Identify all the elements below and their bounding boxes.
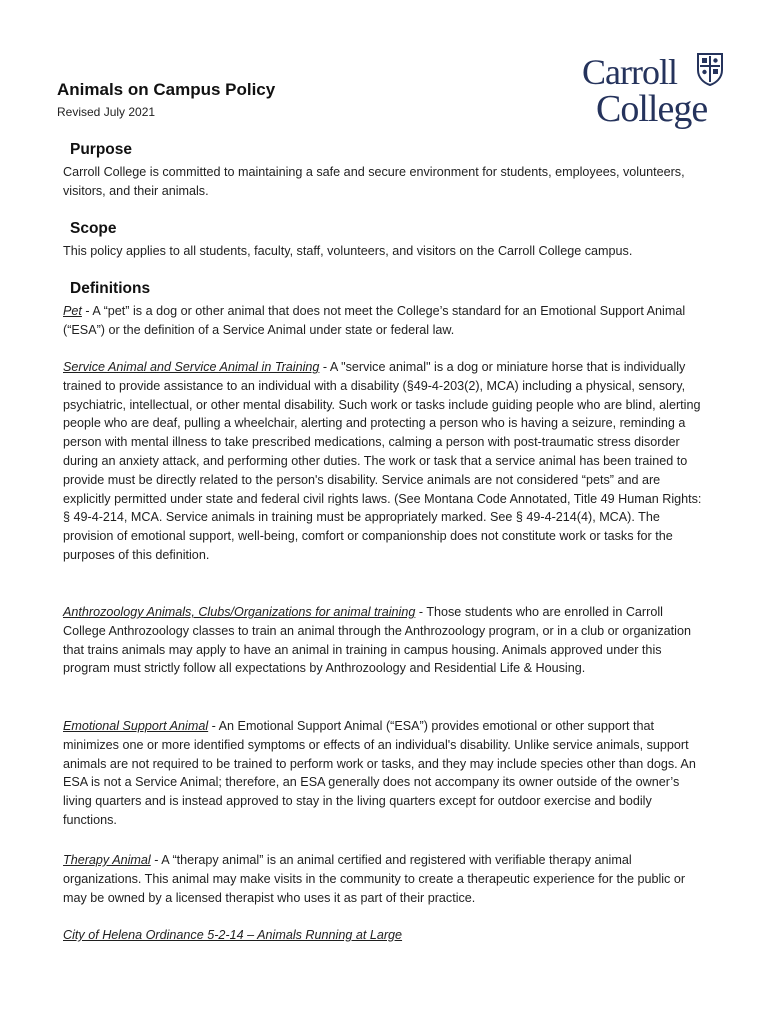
scope-text: This policy applies to all students, faculty, staff, volunteers, and visitors on the Carroll College campus. bbox=[63, 244, 633, 258]
definition-text: A "service animal" is a dog or miniature horse that is individually trained to provide assistance to an individual with a disability (§49-4-203(2), MCA) including a physical, sensory, psychiatric, intellectual, or other mental disability. Such work or tasks include guiding people who are blind, alerting people who are deaf, pulling a wheelchair, alerting and protecting a person who is having a seizure, reminding a person with mental illness to take prescribed medications, calming a person with post-traumatic stress disorder during an anxiety attack, and performing other duties. The work or task that a service animal has been trained to provide must be directly related to the person's disability. Service animals are not considered “pets” and are explicitly permitted under state and federal civil rights laws. (See Montana Code Annotated, Title 49 Human Rights: § 49-4-214, MCA. Service animals in training must be appropriately marked. See § 49-4-214(4), MCA). The provision of emotional support, well-being, comfort or companionship does not constitute work or tasks for the purposes of this definition. bbox=[63, 360, 702, 562]
definition-term: Therapy Animal bbox=[63, 853, 151, 867]
logo-line-1: Carroll bbox=[582, 52, 677, 92]
carroll-college-logo bbox=[578, 52, 728, 134]
crest-icon bbox=[696, 52, 724, 86]
definition-text: A “therapy animal” is an animal certified and registered with verifiable therapy animal organizations. This animal may make visits in the community to create a therapeutic experience for the public or may be owned by a licensed therapist who uses it as part of their practice. bbox=[63, 853, 686, 905]
definition-separator: - bbox=[150, 853, 162, 867]
definition-term: Service Animal and Service Animal in Training bbox=[63, 360, 320, 374]
definition-text: Those students who are enrolled in Carroll College Anthrozoology classes to train an animal through the Anthrozoology program, or in a club or organization that trains animals may apply to have an animal in training in campus housing. Animals approved under this program must strictly follow all expectations by Anthrozoology and Residential Life & Housing. bbox=[63, 605, 691, 676]
definitions-heading: Definitions bbox=[70, 280, 151, 297]
purpose-heading: Purpose bbox=[70, 141, 133, 158]
page-title: Animals on Campus Policy bbox=[57, 80, 276, 99]
revision-date: Revised July 2021 bbox=[57, 105, 156, 119]
logo-line-2: College bbox=[596, 88, 708, 130]
definition-term: Anthrozoology Animals, Clubs/Organizations for animal training bbox=[63, 605, 416, 619]
definition-separator: - bbox=[208, 719, 219, 733]
definition-emotional-support-animal bbox=[63, 717, 703, 830]
definition-separator: - bbox=[415, 605, 427, 619]
definition-anthrozoology bbox=[63, 603, 703, 678]
definition-service-animal bbox=[63, 358, 703, 565]
definition-term: Pet bbox=[63, 304, 82, 318]
scope-heading: Scope bbox=[70, 220, 117, 237]
purpose-text: Carroll College is committed to maintaining a safe and secure environment for students, employees, volunteers, visitors, and their animals. bbox=[63, 165, 685, 198]
definition-therapy-animal bbox=[63, 851, 703, 907]
definition-city-ordinance bbox=[63, 926, 703, 945]
definition-term: City of Helena Ordinance 5-2-14 – Animals Running at Large bbox=[63, 928, 403, 942]
definition-separator: - bbox=[81, 304, 93, 318]
definition-pet bbox=[63, 302, 703, 340]
definition-text: An Emotional Support Animal (“ESA”) provides emotional or other support that minimizes one or more identified symptoms or effects of an individual's disability. Unlike service animals, support animals are not required to be trained to perform work or tasks, and they may include species other than dogs. An ESA is not a Service Animal; therefore, an ESA generally does not accompany its owner outside of the owner’s living quarters and is instead approved to stay in the living quarters except for outdoor exercise and bodily functions. bbox=[63, 719, 696, 827]
definition-separator: - bbox=[319, 360, 330, 374]
definition-text: A “pet” is a dog or other animal that does not meet the College’s standard for an Emotional Support Animal (“ESA”) or the definition of a Service Animal under state or federal law. bbox=[63, 304, 686, 337]
definition-term: Emotional Support Animal bbox=[63, 719, 209, 733]
